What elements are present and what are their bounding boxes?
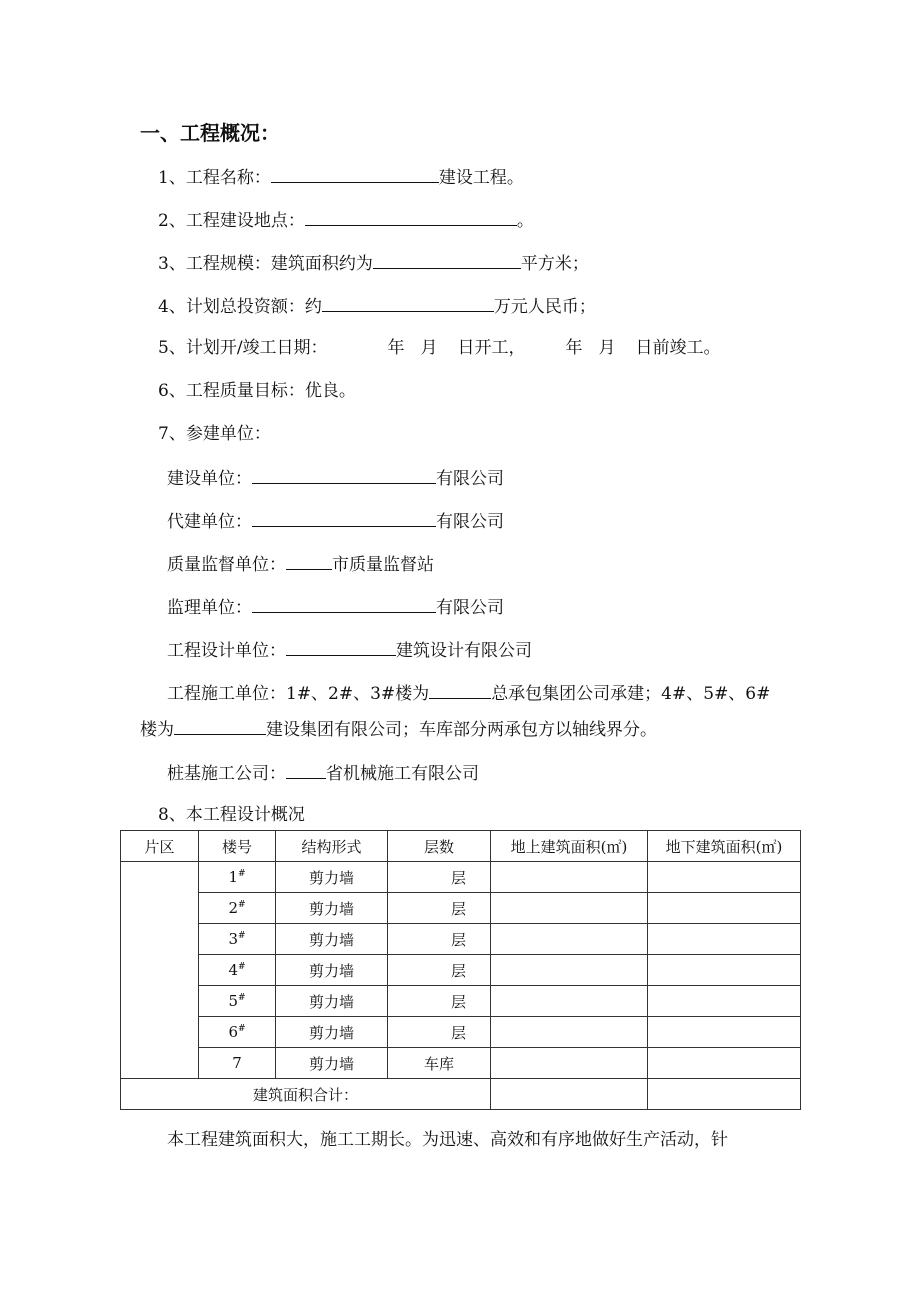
blank-field — [286, 552, 332, 570]
label: 有限公司 — [436, 598, 504, 618]
above-ground-area-cell[interactable] — [491, 1048, 648, 1079]
underground-area-cell[interactable] — [648, 924, 801, 955]
floors-cell: 层 — [388, 862, 491, 893]
label: 监理单位： — [167, 598, 252, 618]
label: 市质量监督站 — [332, 555, 434, 575]
blank-field — [252, 595, 436, 613]
section-heading: 一、工程概况： — [140, 121, 280, 145]
label: 万元人民币； — [493, 297, 596, 317]
blank-field — [429, 681, 491, 699]
column-header: 结构形式 — [276, 831, 388, 862]
total-label: 建筑面积合计： — [121, 1079, 491, 1110]
table-row — [121, 1048, 801, 1079]
label: 4、计划总投资额：约 — [158, 297, 322, 317]
total-below-cell[interactable] — [648, 1079, 801, 1110]
units-heading: 7、参建单位： — [158, 424, 271, 444]
column-header: 楼号 — [199, 831, 276, 862]
label: 。 — [516, 211, 534, 231]
building-no-cell: 4# — [199, 955, 276, 986]
blank-field — [174, 717, 266, 735]
column-header: 地下建筑面积(㎡) — [648, 831, 801, 862]
structure-cell: 剪力墙 — [276, 955, 388, 986]
label: 日前竣工。 — [635, 338, 721, 358]
blank-field — [373, 251, 521, 269]
structure-cell: 剪力墙 — [276, 893, 388, 924]
blank-field — [286, 638, 396, 656]
label: 2、工程建设地点： — [158, 211, 305, 231]
construction-line-cont — [140, 717, 657, 741]
closing-paragraph: 本工程建筑面积大，施工工期长。为迅速、高效和有序地做好生产活动，针 — [167, 1130, 728, 1150]
column-header: 地上建筑面积(㎡) — [491, 831, 648, 862]
column-header: 片区 — [121, 831, 199, 862]
scale-line — [158, 251, 589, 275]
underground-area-cell[interactable] — [648, 986, 801, 1017]
floors-cell: 层 — [388, 893, 491, 924]
label: 年 — [565, 338, 583, 358]
table-row — [121, 893, 801, 924]
structure-cell: 剪力墙 — [276, 862, 388, 893]
zone-cell — [121, 862, 199, 1079]
label: 月 — [598, 338, 616, 358]
label: 工程设计单位： — [167, 641, 286, 661]
location-line — [158, 208, 534, 232]
label: 3、工程规模：建筑面积约为 — [158, 254, 373, 274]
label: 月 — [420, 338, 438, 358]
label: 日开工， — [457, 338, 526, 358]
label: 质量监督单位： — [167, 555, 286, 575]
floors-cell: 车库 — [388, 1048, 491, 1079]
floors-cell: 层 — [388, 1017, 491, 1048]
project-name-line — [158, 165, 524, 189]
structure-cell: 剪力墙 — [276, 1017, 388, 1048]
table-row — [121, 955, 801, 986]
underground-area-cell[interactable] — [648, 1048, 801, 1079]
label: 工程施工单位：1#、2#、3#楼为 — [167, 684, 430, 704]
label: 有限公司 — [436, 469, 504, 489]
floors-cell: 层 — [388, 924, 491, 955]
blank-field — [271, 165, 439, 183]
label: 建筑设计有限公司 — [396, 641, 532, 661]
blank-field — [322, 294, 494, 312]
label: 5、计划开/竣工日期： — [158, 338, 328, 358]
building-no-cell: 1# — [199, 862, 276, 893]
floors-cell: 层 — [388, 986, 491, 1017]
blank-field — [252, 466, 436, 484]
above-ground-area-cell[interactable] — [491, 893, 648, 924]
agent-line — [167, 509, 504, 533]
table-row — [121, 986, 801, 1017]
table-row — [121, 862, 801, 893]
design-table — [120, 830, 801, 1110]
blank-field — [305, 208, 517, 226]
above-ground-area-cell[interactable] — [491, 862, 648, 893]
structure-cell: 剪力墙 — [276, 924, 388, 955]
label: 总承包集团公司承建；4#、5#、6# — [491, 684, 771, 704]
label: 有限公司 — [436, 512, 504, 532]
owner-line — [167, 466, 504, 490]
label: 省机械施工有限公司 — [326, 764, 479, 784]
total-row — [121, 1079, 801, 1110]
label: 楼为 — [140, 720, 174, 740]
building-no-cell: 2# — [199, 893, 276, 924]
label: 建设集团有限公司；车库部分两承包方以轴线界分。 — [266, 720, 657, 740]
blank-field — [286, 761, 326, 779]
label: 平方米； — [520, 254, 589, 274]
structure-cell: 剪力墙 — [276, 1048, 388, 1079]
inspection-line — [167, 595, 504, 619]
building-no-cell: 6# — [199, 1017, 276, 1048]
quality-line: 6、工程质量目标：优良。 — [158, 381, 356, 401]
label: 建设工程。 — [438, 168, 524, 188]
building-no-cell: 5# — [199, 986, 276, 1017]
above-ground-area-cell[interactable] — [491, 1017, 648, 1048]
design-line — [167, 638, 532, 662]
structure-cell: 剪力墙 — [276, 986, 388, 1017]
table-row — [121, 924, 801, 955]
floors-cell: 层 — [388, 955, 491, 986]
blank-field — [252, 509, 436, 527]
above-ground-area-cell[interactable] — [491, 955, 648, 986]
underground-area-cell[interactable] — [648, 1017, 801, 1048]
investment-line — [158, 294, 596, 318]
design-overview-heading: 8、本工程设计概况 — [158, 805, 305, 825]
construction-line — [167, 681, 770, 705]
building-no-cell: 7 — [199, 1048, 276, 1079]
table-row — [121, 1017, 801, 1048]
above-ground-area-cell[interactable] — [491, 986, 648, 1017]
label: 代建单位： — [167, 512, 252, 532]
label: 建设单位： — [167, 469, 252, 489]
total-above-cell[interactable] — [491, 1079, 648, 1110]
label: 年 — [387, 338, 405, 358]
label: 1、工程名称： — [158, 168, 271, 188]
label: 桩基施工公司： — [167, 764, 286, 784]
underground-area-cell[interactable] — [648, 893, 801, 924]
above-ground-area-cell[interactable] — [491, 924, 648, 955]
underground-area-cell[interactable] — [648, 862, 801, 893]
table-header — [121, 831, 801, 862]
dates-line — [158, 337, 721, 359]
underground-area-cell[interactable] — [648, 955, 801, 986]
building-no-cell: 3# — [199, 924, 276, 955]
pile-line — [167, 761, 479, 785]
supervision-line — [167, 552, 434, 576]
column-header: 层数 — [388, 831, 491, 862]
